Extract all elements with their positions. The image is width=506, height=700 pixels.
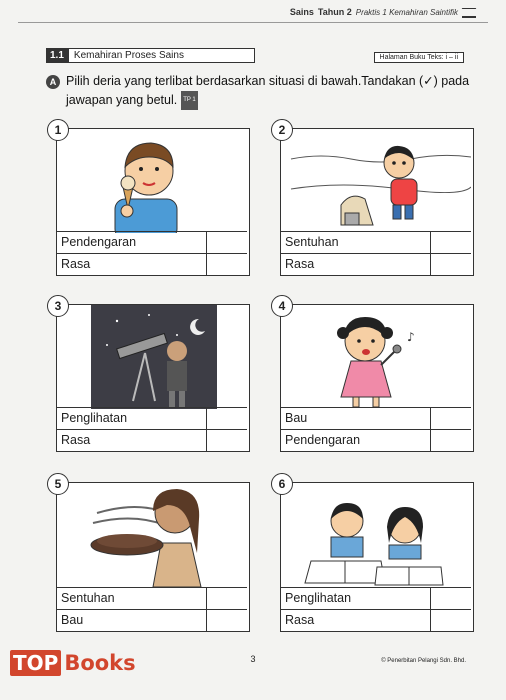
- subject-label: Sains: [289, 7, 314, 17]
- section-heading: [46, 48, 255, 63]
- logo-books-text: Books: [64, 651, 136, 675]
- answer-box[interactable]: [208, 254, 247, 275]
- option-label: Pendengaran: [57, 232, 207, 253]
- answer-box[interactable]: [432, 430, 471, 451]
- svg-text:♪: ♪: [407, 330, 415, 344]
- card-number: 2: [271, 119, 293, 141]
- section-title: Kemahiran Proses Sains: [68, 48, 255, 63]
- answer-box[interactable]: [432, 588, 471, 609]
- running-header: [290, 6, 476, 18]
- option-label: Rasa: [57, 254, 207, 275]
- option-row: [281, 587, 471, 609]
- answer-box[interactable]: [208, 232, 247, 253]
- year-label: Tahun 2: [317, 7, 352, 17]
- page-number: 3: [250, 654, 256, 664]
- option-row: [281, 609, 471, 631]
- option-row: [281, 253, 471, 275]
- option-label: Rasa: [281, 610, 431, 631]
- situation-card-6: [278, 477, 474, 632]
- answer-box[interactable]: [208, 610, 247, 631]
- question-instruction: [66, 72, 486, 110]
- option-label: Penglihatan: [281, 588, 431, 609]
- option-row: [57, 407, 247, 429]
- option-row: [57, 253, 247, 275]
- logo-top-text: TOP: [10, 650, 61, 676]
- option-label: Rasa: [281, 254, 431, 275]
- girl-using-telescope-at-night-illustration: [57, 305, 249, 413]
- situation-card-1: [54, 123, 250, 276]
- option-label: Penglihatan: [57, 408, 207, 429]
- section-number: 1.1: [46, 48, 68, 63]
- answer-box[interactable]: [432, 408, 471, 429]
- option-row: [281, 407, 471, 429]
- book-stack-icon: [462, 6, 476, 18]
- card-number: 5: [47, 473, 69, 495]
- option-row: [57, 429, 247, 451]
- boy-on-sandy-beach-illustration: [281, 129, 473, 237]
- series-label: Praktis 1 Kemahiran Saintifik: [355, 7, 458, 17]
- textbook-reference: Halaman Buku Teks: i – ii: [374, 52, 464, 63]
- answer-box[interactable]: [432, 254, 471, 275]
- card-number: 6: [271, 473, 293, 495]
- answer-box[interactable]: [432, 610, 471, 631]
- header-divider: [18, 22, 488, 23]
- girl-singing-illustration: [281, 305, 473, 413]
- option-row: [57, 231, 247, 253]
- option-label: Sentuhan: [57, 588, 207, 609]
- answer-box[interactable]: [208, 408, 247, 429]
- instruction-text: Pilih deria yang terlibat berdasarkan situasi di bawah.Tandakan (✓) pada jawapan yang betul.: [66, 74, 470, 107]
- situation-card-4: [278, 299, 474, 452]
- option-row: [57, 609, 247, 631]
- children-reading-books-illustration: [281, 483, 473, 591]
- publisher-credit: © Penerbitan Pelangi Sdn. Bhd.: [381, 658, 466, 664]
- answer-box[interactable]: [432, 232, 471, 253]
- option-label: Bau: [57, 610, 207, 631]
- option-label: Bau: [281, 408, 431, 429]
- situation-card-3: [54, 299, 250, 452]
- card-number: 3: [47, 295, 69, 317]
- situation-card-5: [54, 477, 250, 632]
- level-badge: TP 1: [181, 91, 198, 110]
- question-letter: A: [46, 75, 60, 89]
- card-number: 1: [47, 119, 69, 141]
- boy-eating-ice-cream-illustration: [57, 129, 249, 237]
- option-label: Sentuhan: [281, 232, 431, 253]
- option-row: [281, 231, 471, 253]
- option-label: Rasa: [57, 430, 207, 451]
- girl-smelling-food-illustration: [57, 483, 249, 591]
- option-row: [281, 429, 471, 451]
- card-number: 4: [271, 295, 293, 317]
- option-label: Pendengaran: [281, 430, 431, 451]
- topbooks-watermark-logo: [10, 650, 136, 676]
- option-row: [57, 587, 247, 609]
- situation-card-2: [278, 123, 474, 276]
- answer-box[interactable]: [208, 430, 247, 451]
- answer-box[interactable]: [208, 588, 247, 609]
